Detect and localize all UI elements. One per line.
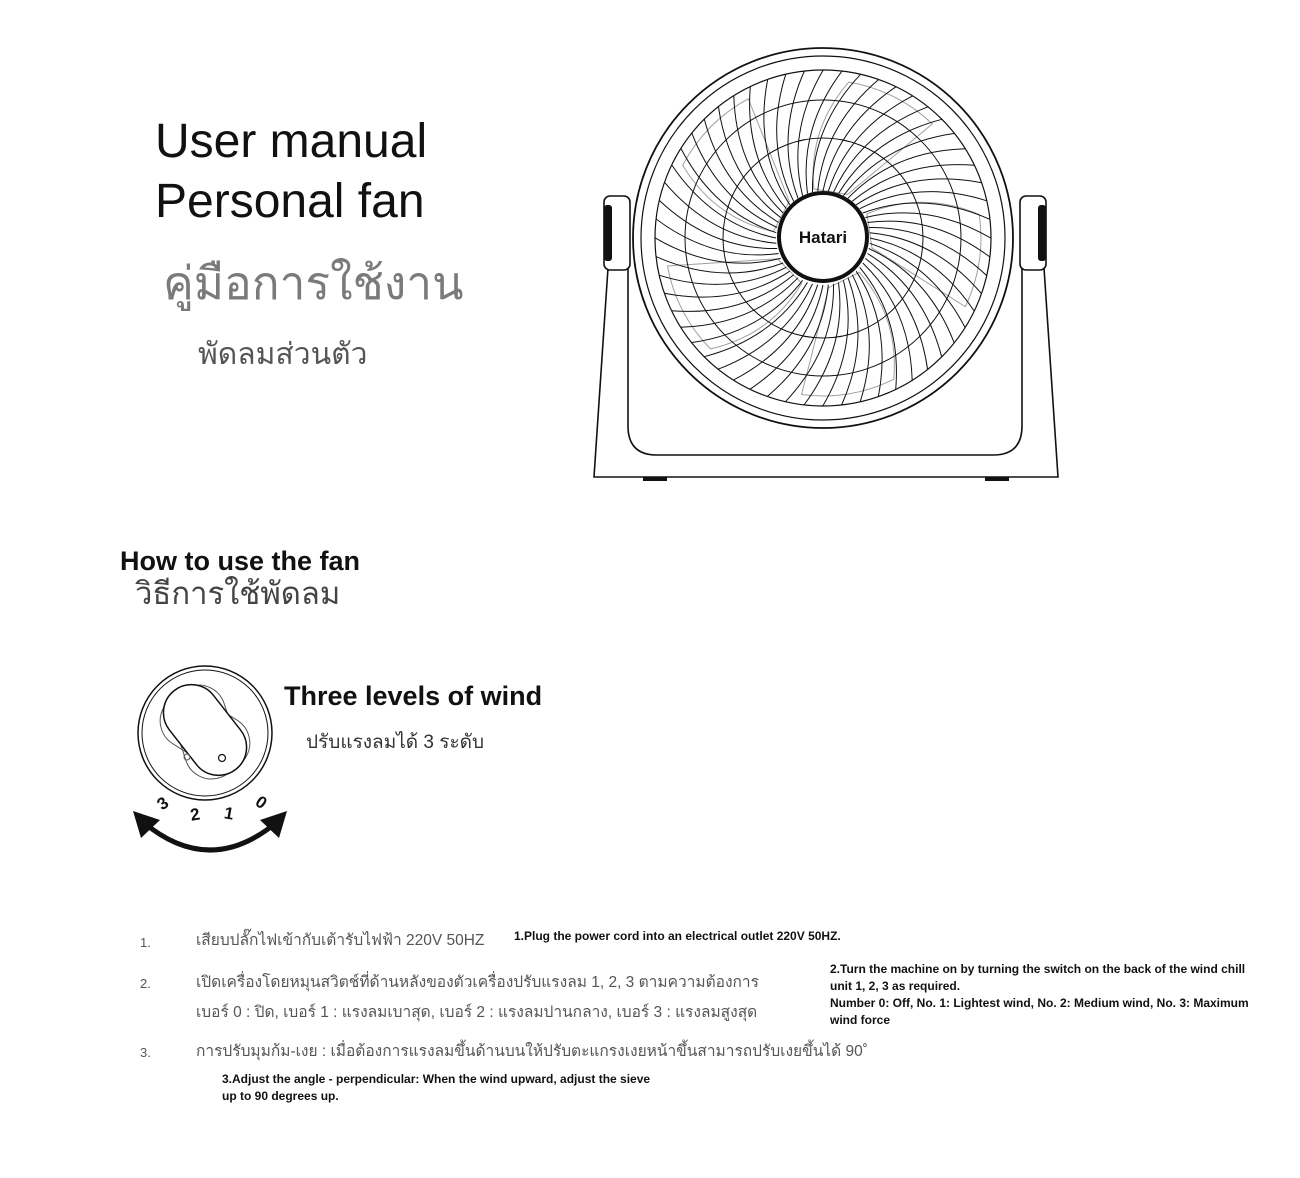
instruction-number-3: 3. (140, 1045, 151, 1060)
instruction-2-thai-line2: เบอร์ 0 : ปิด, เบอร์ 1 : แรงลมเบาสุด, เบอร์ 2 : แรงลมปานกลาง, เบอร์ 3 : แรงลมสูงสุด (196, 1004, 758, 1021)
title-thai-line2: พัดลมส่วนตัว (198, 338, 368, 371)
instruction-3-thai: การปรับมุมก้ม-เงย : เมื่อต้องการแรงลมขึ้นด้านบนให้ปรับตะแกรงเงยหน้าขึ้นสามารถปรับเงยขึ้นได้ 90˚ (196, 1043, 868, 1060)
rotation-arrow-icon (133, 811, 287, 850)
instruction-2-english-paragraph1: 2.Turn the machine on by turning the switch on the back of the wind chill unit 1, 2, 3 as required. (830, 962, 1246, 993)
section-heading-thai: วิธีการใช้พัดลม (135, 576, 341, 611)
section-heading-english: How to use the fan (120, 546, 361, 576)
speed-dial-knob-icon (128, 660, 293, 860)
instruction-3-english (222, 1071, 662, 1105)
title-thai-line1: คู่มือการใช้งาน (163, 257, 464, 309)
instruction-number-2: 2. (140, 976, 151, 991)
instruction-2-thai-line1: เปิดเครื่องโดยหมุนสวิตช์ที่ด้านหลังของตัวเครื่องปรับแรงลม 1, 2, 3 ตามความต้องการ (196, 974, 759, 991)
wind-levels-heading-english: Three levels of wind (284, 681, 543, 711)
instruction-1-thai: เสียบปลั๊กไฟเข้ากับเต้ารับไฟฟ้า 220V 50HZ (196, 932, 485, 949)
dial-label-1: 1 (222, 803, 236, 824)
pivot-knob-left (604, 196, 630, 270)
instruction-number-1: 1. (140, 935, 151, 950)
instruction-3-english-paragraph1: 3.Adjust the angle - perpendicular: When the wind upward, adjust the sieve up to 90 degrees up. (222, 1072, 651, 1103)
dial-label-0: 0 (251, 791, 271, 813)
stand-foot-left (643, 477, 667, 481)
stand-foot-right (985, 477, 1009, 481)
brand-logo: Hatari (798, 228, 848, 247)
brand-hub (779, 193, 867, 281)
instruction-2-english-paragraph2: Number 0: Off, No. 1: Lightest wind, No. 2: Medium wind, No. 3: Maximum wind force (830, 996, 1249, 1027)
desk-fan-illustration (585, 40, 1065, 490)
title-english-line1: User manual (155, 115, 428, 168)
dial-label-2: 2 (188, 804, 202, 825)
pivot-knob-right (1020, 196, 1046, 270)
dial-label-3: 3 (153, 792, 173, 814)
wind-levels-heading-thai: ปรับแรงลมได้ 3 ระดับ (306, 732, 485, 753)
instruction-1-english: 1.Plug the power cord into an electrical outlet 220V 50HZ. (514, 929, 841, 943)
title-english-line2: Personal fan (155, 175, 425, 228)
instruction-2-english (830, 961, 1260, 1029)
